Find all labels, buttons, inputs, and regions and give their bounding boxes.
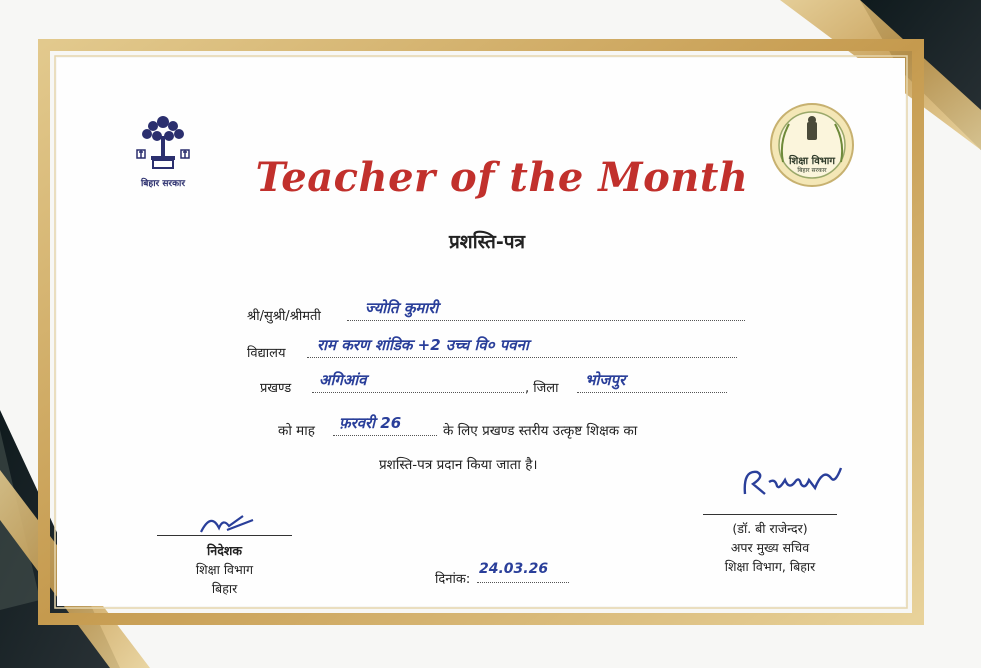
name-dotted-line — [347, 320, 745, 321]
school-value: राम करण शांडिक +2 उच्च वि० पवना — [317, 336, 529, 354]
left-signature-line — [157, 535, 292, 536]
district-value: भोजपुर — [585, 371, 626, 389]
left-logo-caption: बिहार सरकार — [140, 179, 186, 189]
school-dotted-line — [307, 357, 737, 358]
right-signatory-name: (डॉ. बी राजेन्दर) — [732, 521, 808, 536]
right-signatory-title: अपर मुख्य सचिव — [730, 540, 810, 555]
month-prefix: को माह — [278, 423, 315, 439]
date-value: 24.03.26 — [479, 561, 549, 577]
date-dotted-line — [477, 582, 569, 583]
left-signature-mark — [197, 510, 257, 538]
name-label: श्री/सुश्री/श्रीमती — [247, 309, 321, 324]
block-label: प्रखण्ड — [260, 381, 292, 396]
month-value: फ़रवरी 26 — [339, 414, 402, 432]
block-dotted-line — [312, 392, 524, 393]
month-dotted-line — [333, 435, 437, 436]
block-value: अगिआंव — [319, 371, 367, 389]
district-label: , जिला — [525, 381, 559, 396]
left-signatory-state: बिहार — [211, 581, 238, 596]
left-signatory-title: निदेशक — [207, 543, 242, 558]
school-label: विद्यालय — [247, 346, 286, 361]
certificate-title: Teacher of the Month — [255, 154, 749, 201]
certificate-subtitle: प्रशस्ति-पत्र — [448, 231, 526, 253]
certificate-card — [57, 58, 905, 606]
date-label: दिनांक: — [435, 572, 471, 587]
month-suffix: के लिए प्रखण्ड स्तरीय उत्कृष्ट शिक्षक का — [443, 423, 638, 439]
left-signatory-dept: शिक्षा विभाग — [195, 562, 254, 577]
shiksha-vibhag-seal — [769, 102, 855, 188]
district-dotted-line — [577, 392, 727, 393]
right-signature-mark — [739, 460, 849, 502]
right-signatory-dept: शिक्षा विभाग, बिहार — [724, 559, 816, 574]
seal-caption: शिक्षा विभाग — [788, 156, 836, 167]
right-signature-line — [703, 514, 837, 515]
closing-line: प्रशस्ति-पत्र प्रदान किया जाता है। — [379, 457, 538, 473]
name-value: ज्योति कुमारी — [365, 299, 439, 317]
seal-subcaption: बिहार सरकार — [797, 167, 827, 174]
